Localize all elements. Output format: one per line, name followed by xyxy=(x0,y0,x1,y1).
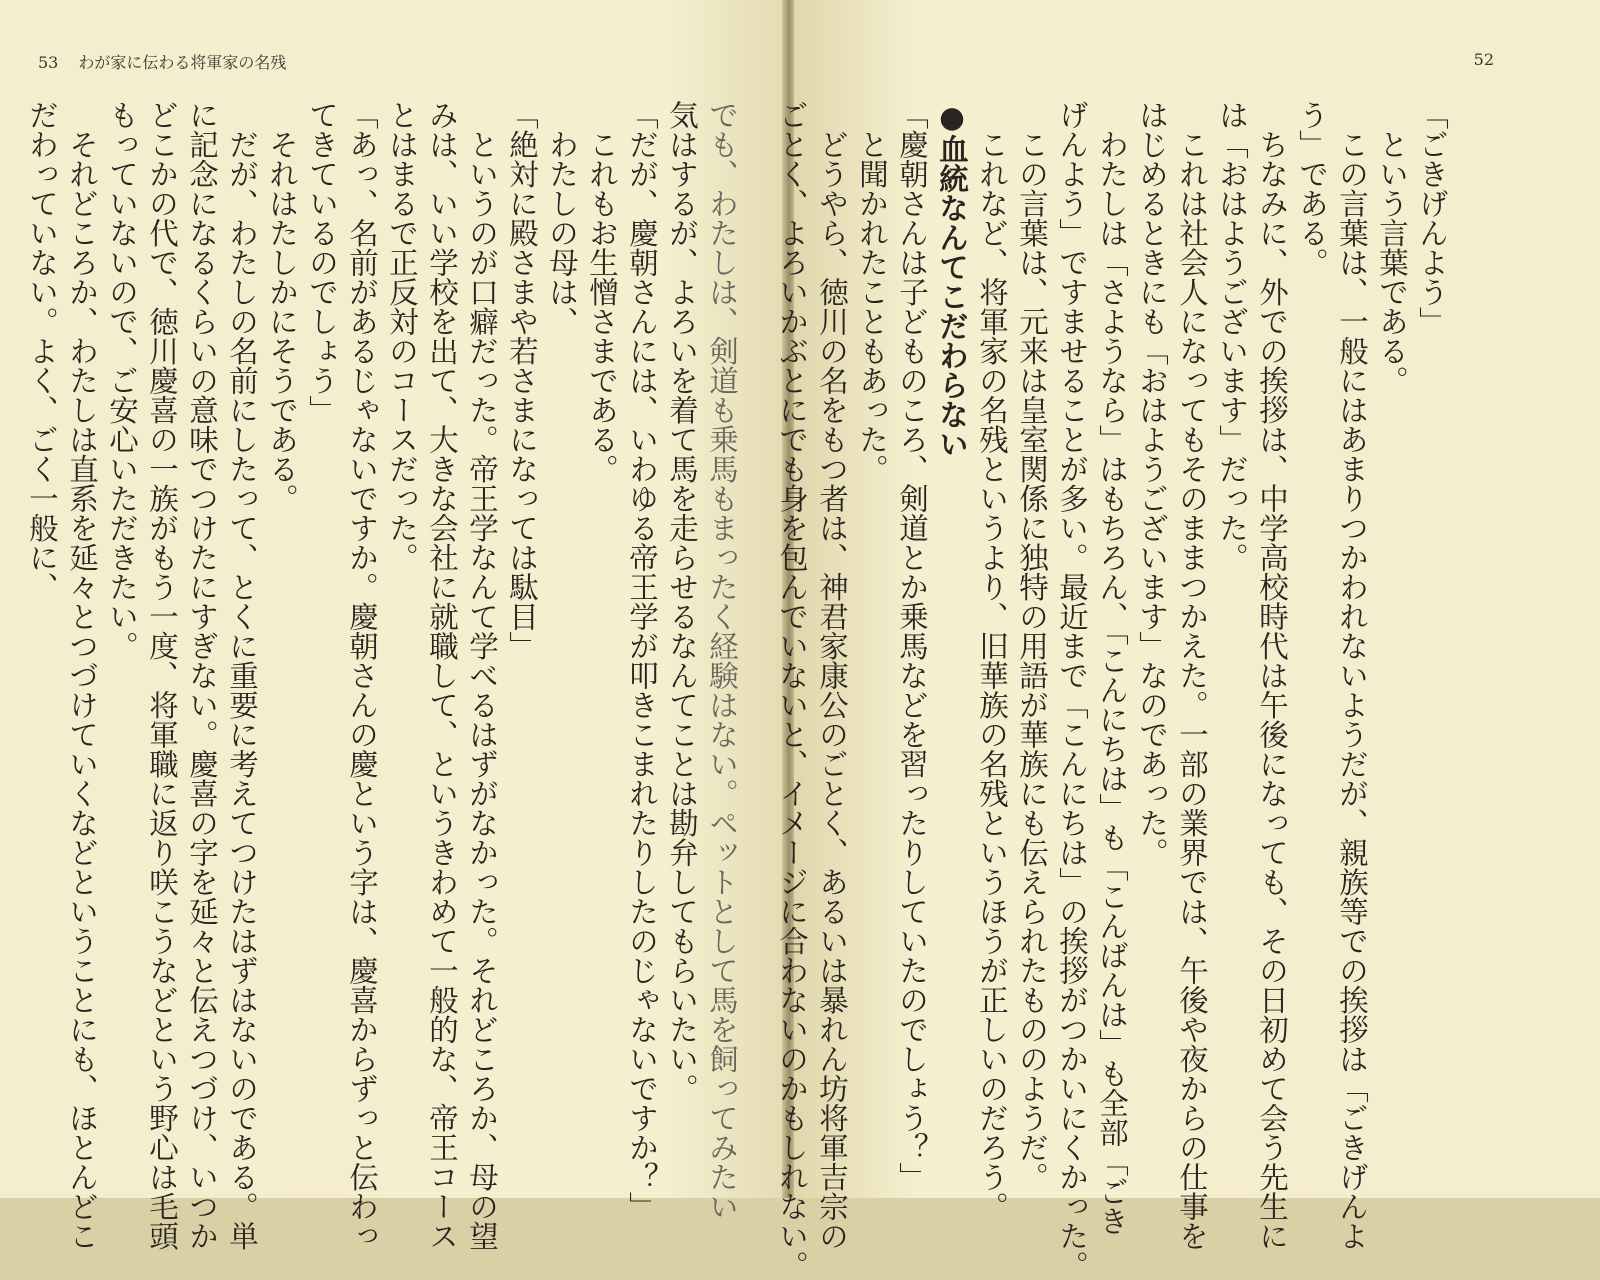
left-page-number: 53 xyxy=(38,53,59,72)
text-line: というのが口癖だった。帝王学なんて学べるはずがなかった。それどころか、母の望 xyxy=(465,100,499,1251)
section-heading: ●血統なんてこだわらない xyxy=(935,100,969,459)
right-page-header xyxy=(1474,50,1494,69)
text-line: どこかの代で、徳川慶喜の一族がもう一度、将軍職に返り咲こうなどという野心は毛頭 xyxy=(145,100,179,1251)
text-line: もっていないので、ご安心いただきたい。 xyxy=(105,100,139,661)
text-line: とはまるで正反対のコースだった。 xyxy=(385,100,419,572)
text-line: この言葉は、元来は皇室関係に独特の用語が華族にも伝えられたもののようだ。 xyxy=(1015,100,1049,1192)
text-line: どうやら、徳川の名をもつ者は、神君家康公のごとく、あるいは暴れん坊将軍吉宗の xyxy=(815,100,849,1251)
right-page-number: 52 xyxy=(1473,50,1494,69)
right-page-body xyxy=(775,100,1452,1280)
left-page xyxy=(0,0,784,1251)
text-line: だわっていない。よく、ごく一般に、 xyxy=(25,100,59,602)
text-line: はじめるときにも「おはようございます」なのであった。 xyxy=(1135,100,1169,867)
text-line: みは、いい学校を出て、大きな会社に就職して、というきわめて一般的な、帝王コース xyxy=(425,100,459,1251)
text-line: ちなみに、外での挨拶は、中学高校時代は午後になっても、その日初めて会う先生に xyxy=(1255,100,1289,1251)
text-line: それどころか、わたしは直系を延々とつづけていくなどということにも、ほとんどこ xyxy=(65,100,99,1251)
text-line: 「ごきげんよう」 xyxy=(1415,100,1449,336)
text-line: と聞かれたこともあった。 xyxy=(855,100,889,484)
text-line: 気はするが、よろいを着て馬を走らせるなんてことは勘弁してもらいたい。 xyxy=(665,100,699,1103)
text-line: これなど、将軍家の名残というより、旧華族の名残というほうが正しいのだろう。 xyxy=(975,100,1009,1221)
text-line: これもお生憎さまである。 xyxy=(585,100,619,484)
text-line: ごとく、よろいかぶとにでも身を包んでいないと、イメージに合わないのかもしれない。 xyxy=(775,100,809,1280)
text-line: 「だが、慶朝さんには、いわゆる帝王学が叩きこまれたりしたのじゃないですか？」 xyxy=(625,100,659,1221)
running-title: わが家に伝わる将軍家の名残 xyxy=(78,53,287,72)
text-line: は「おはようございます」だった。 xyxy=(1215,100,1249,572)
text-line: 「あっ、名前があるじゃないですか。慶朝さんの慶という字は、慶喜からずっと伝わっ xyxy=(345,100,379,1251)
text-line: これは社会人になってもそのままつかえた。一部の業界では、午後や夜からの仕事を xyxy=(1175,100,1209,1251)
text-line: わたしの母は、 xyxy=(545,100,579,336)
text-line: に記念になるくらいの意味でつけたにすぎない。慶喜の字を延々と伝えつづけ、いつか xyxy=(185,100,219,1251)
text-line: 「絶対に殿さまや若さまになっては駄目」 xyxy=(505,100,539,661)
text-line: それはたしかにそうである。 xyxy=(265,100,299,513)
text-line: この言葉は、一般にはあまりつかわれないようだが、親族等での挨拶は「ごきげんよ xyxy=(1335,100,1369,1251)
text-line: 「慶朝さんは子どものころ、剣道とか乗馬などを習ったりしていたのでしょう？」 xyxy=(895,100,929,1192)
text-line: う」である。 xyxy=(1295,100,1329,277)
text-line: でも、わたしは、剣道も乗馬もまったく経験はない。ペットとして馬を飼ってみたい xyxy=(705,100,739,1221)
text-line: わたしは「さようなら」はもちろん、「こんにちは」も「こんばんは」も全部「ごき xyxy=(1095,100,1129,1236)
left-page-header xyxy=(38,50,286,73)
text-line: げんよう」ですませることが多い。最近まで「こんにちは」の挨拶がつかいにくかった。 xyxy=(1055,100,1089,1280)
text-line: という言葉である。 xyxy=(1375,100,1409,395)
text-line: だが、わたしの名前にしたって、とくに重要に考えてつけたはずはないのである。単 xyxy=(225,100,259,1251)
text-line: てきているのでしょう」 xyxy=(305,100,339,425)
left-page-body xyxy=(25,100,742,1251)
